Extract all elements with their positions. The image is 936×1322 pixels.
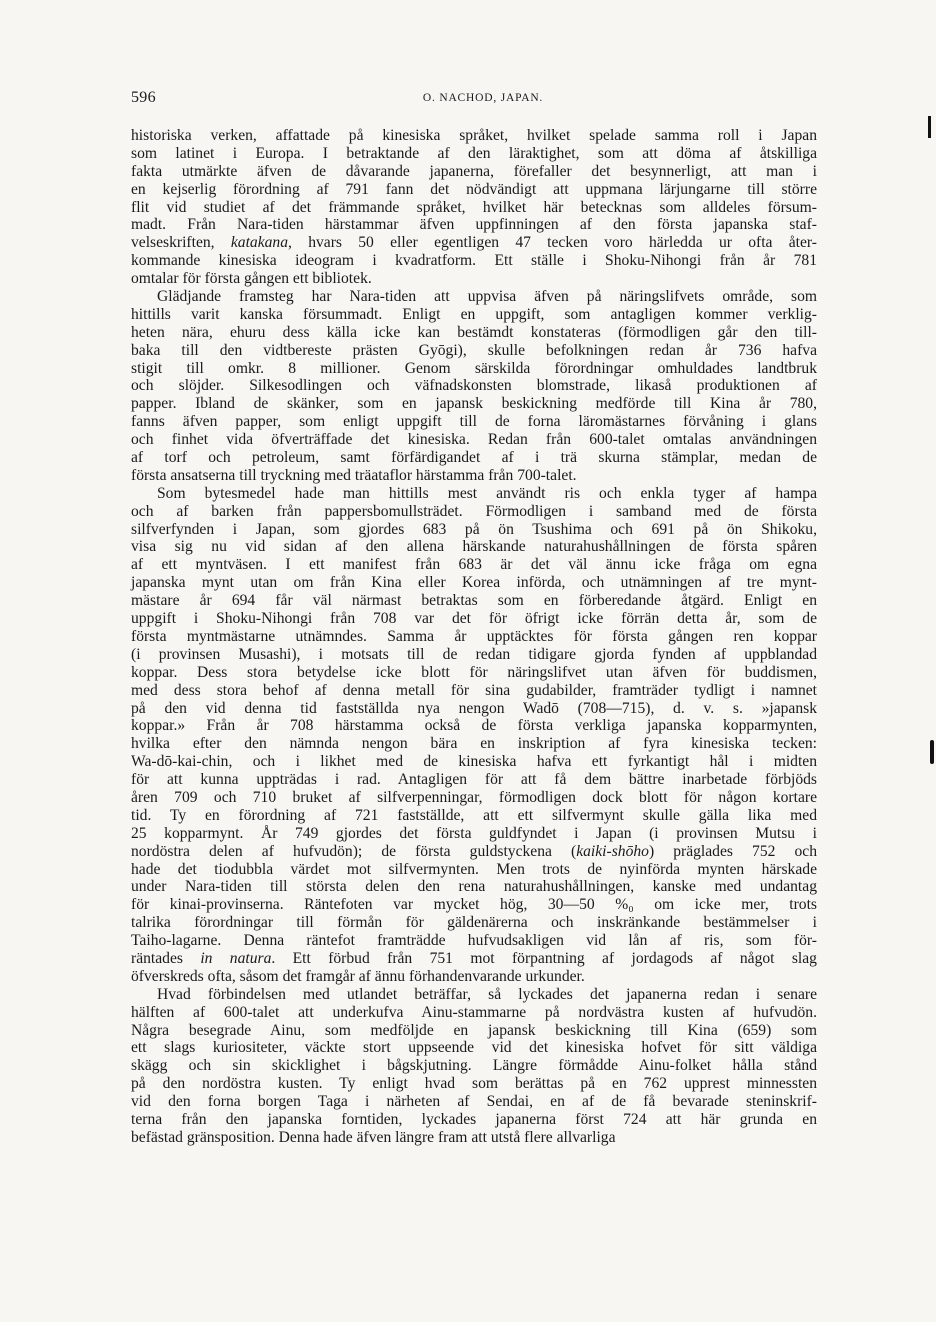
text-line: fanns äfven papper, som enligt uppgift till de forna läromästarnes förvåning i glans xyxy=(131,413,817,431)
text-line: Wa-dō-kai-chin, och i likhet med de kinesiska hafva ett fyrkantigt hål i midten xyxy=(131,753,817,771)
text-line: och finhet vida öfverträffade det kinesiska. Redan från 600-talet omtalas användningen xyxy=(131,431,817,449)
text-line: räntades in natura. Ett förbud från 751 mot förpantning af jordagods af något slag xyxy=(131,949,817,967)
text-line: med dess stora behof af denna metall för sina gudabilder, framträder tydligt i namnet xyxy=(131,681,817,699)
text-line: en kejserlig förordning af 791 fann det nödvändigt att uppmana lärjungarne till större xyxy=(131,180,817,198)
text-line: första ansatserna till tryckning med träataflor härstamma från 700-talet. xyxy=(131,466,577,484)
text-line: hälften af 600-talet att underkufva Ainu-stammarne på nordvästra kusten af hufvudön. xyxy=(131,1003,817,1021)
paragraph xyxy=(131,485,817,986)
paragraph xyxy=(131,986,817,1147)
text-line: Som bytesmedel hade man hittills mest användt ris och enkla tyger af hampa xyxy=(157,484,817,502)
text-line: och af barken från pappersbomullsträdet. Förmodligen i samband med de första xyxy=(131,502,817,520)
text-line: nordöstra delen af hufvudön); de första guldstyckena (kaiki-shōho) präglades 752 och xyxy=(131,842,817,860)
text-line: silfverfynden i Japan, som gjordes 683 på ön Tsushima och 691 på ön Shikoku, xyxy=(131,520,817,538)
text-line: för kinai-provinserna. Räntefoten var mycket hög, 30—50 %₀ om icke mer, trots xyxy=(131,896,817,914)
body-text xyxy=(131,127,817,1147)
text-line: heten nära, ehuru dess källa icke kan bestämdt konstateras (förmodligen går den till- xyxy=(131,323,817,341)
text-line: ett slags kuriositeter, väckte stort uppseende vid det kinesiska hofvet för sitt väldiga xyxy=(131,1039,817,1057)
text-line: velseskriften, katakana, hvars 50 eller egentligen 47 tecken voro härledda ur ofta åter- xyxy=(131,234,817,252)
running-head: O. NACHOD, JAPAN. xyxy=(422,92,544,104)
text-line: stigit till omkr. 8 millioner. Genom särskilda förordningar omhuldades landtbruk xyxy=(131,359,817,377)
text-line: befästad gränsposition. Denna hade äfven längre fram att utstå flere allvarliga xyxy=(131,1128,616,1146)
text-line: hade det tiodubbla värdet mot silfvermynten. Men trots de nyinförda mynten härskade xyxy=(131,860,817,878)
text-line: historiska verken, affattade på kinesiska språket, hvilket spelade samma roll i Japan xyxy=(131,127,817,144)
text-line: åren 709 och 710 bruket af silfverpenningar, förmodligen dock blott för någon kortare xyxy=(131,788,817,806)
text-line: 25 kopparmynt. År 749 gjordes det första guldfyndet i Japan (i provinsen Mutsu i xyxy=(131,824,817,842)
text-line: mästare år 694 får väl närmast betraktas som en förberedande åtgärd. Enligt en xyxy=(131,592,817,610)
text-line: hvilka efter den nämnda nengon bära en inskription af fyra kinesiska tecken: xyxy=(131,735,817,753)
page-header xyxy=(131,89,817,111)
text-line: koppar. Dess stora betydelse icke blott för näringslifvet utan äfven för buddismen, xyxy=(131,663,817,681)
text-line: första myntmästarne utnämndes. Samma år upptäcktes för första gången ren koppar xyxy=(131,627,817,645)
text-line: japanska mynt utan om från Kina eller Korea införda, och utnämningen af tre mynt- xyxy=(131,574,817,592)
text-line: baka till den vidtbereste prästen Gyōgi), skulle befolkningen redan år 736 hafva xyxy=(131,341,817,359)
text-line: af torf och petroleum, samt förfärdigandet af i trä skurna stämplar, medan de xyxy=(131,449,817,467)
text-line: madt. Från Nara-tiden härstammar äfven uppfinningen af den första japanska staf- xyxy=(131,216,817,234)
text-line: Hvad förbindelsen med utlandet beträffar, så lyckades det japanerna redan i senare xyxy=(157,985,817,1003)
text-line: koppar.» Från år 708 härstamma också de första verkliga japanska kopparmynten, xyxy=(131,717,817,735)
text-line: visa sig nu vid sidan af den allena härskande naturahushållningen de första spåren xyxy=(131,538,817,556)
text-line: och slöjder. Silkesodlingen och väfnadskonsten blomstrade, likaså produktionen af xyxy=(131,377,817,395)
text-line: omtalar för första gången ett bibliotek. xyxy=(131,270,372,288)
text-line: fakta utmärkte äfven de dåvarande japanerna, förefaller det besynnerligt, att man i xyxy=(131,162,817,180)
text-line: hittills varit kanska försummadt. Enligt en uppgift, som antagligen kommer verklig- xyxy=(131,305,817,323)
paragraph xyxy=(131,288,817,485)
text-line: (i provinsen Musashi), i motsats till de redan tidigare gjorda fynden af uppblandad xyxy=(131,645,817,663)
text-line: tid. Ty en förordning af 721 fastställde, att ett silfvermynt skulle gälla lika med xyxy=(131,806,817,824)
text-line: Taiho-lagarne. Denna räntefot framträdde hufvudsakligen vid lån af ris, som för- xyxy=(131,932,817,950)
text-line: för att kunna uppträdas i rad. Antagligen för att få dem bättre inarbetade förbjöds xyxy=(131,771,817,789)
text-line: af ett myntväsen. I ett manifest från 683 är det väl ännu icke fråga om egna xyxy=(131,556,817,574)
text-line: terna från den japanska forntiden, lyckades japanerna först 724 att här grunda en xyxy=(131,1110,817,1128)
text-line: kommande kinesiska ideogram i kvadratform. Ett ställe i Shoku-Nihongi från år 781 xyxy=(131,252,817,270)
paragraph xyxy=(131,127,817,288)
text-line: uppgift i Shoku-Nihongi från 708 var det för öfrigt icke förrän detta år, som de xyxy=(131,610,817,628)
text-line: öfverskreds ofta, såsom det framgår af ännu förhandenvarande urkunder. xyxy=(131,967,585,985)
text-line: under Nara-tiden till största delen den rena naturahushållningen, kanske med undantag xyxy=(131,878,817,896)
text-line: talrika förordningar till förmån för gäldenärerna och inskränkande bestämmelser i xyxy=(131,914,817,932)
text-line: skägg och sin skicklighet i bågskjutning. Längre förmådde Ainu-folket hålla stånd xyxy=(131,1057,817,1075)
text-line: Några besegrade Ainu, som medföljde en japansk beskickning till Kina (659) som xyxy=(131,1021,817,1039)
text-line: Glädjande framsteg har Nara-tiden att uppvisa äfven på näringslifvets område, som xyxy=(157,288,817,306)
text-line: på den vid denna tid fastställda nya nengon Wadō (708—715), d. v. s. »japansk xyxy=(131,699,817,717)
scan-edge-mark xyxy=(928,116,931,138)
page-number: 596 xyxy=(131,89,156,106)
text-line: på den nordöstra kusten. Ty enligt hvad som berättas på en 762 upprest minnessten xyxy=(131,1075,817,1093)
text-line: papper. Ibland de skänker, som en japansk beskickning medförde till Kina år 780, xyxy=(131,395,817,413)
text-line: vid den forna borgen Taga i närheten af Sendai, en af de få bevarade steninskrif- xyxy=(131,1093,817,1111)
scan-edge-mark xyxy=(930,740,934,764)
text-line: som latinet i Europa. I betraktande af den läraktighet, som att döma af åtskilliga xyxy=(131,144,817,162)
text-line: flit vid studiet af det främmande språket, hvilket här betecknas som alldeles försum- xyxy=(131,198,817,216)
